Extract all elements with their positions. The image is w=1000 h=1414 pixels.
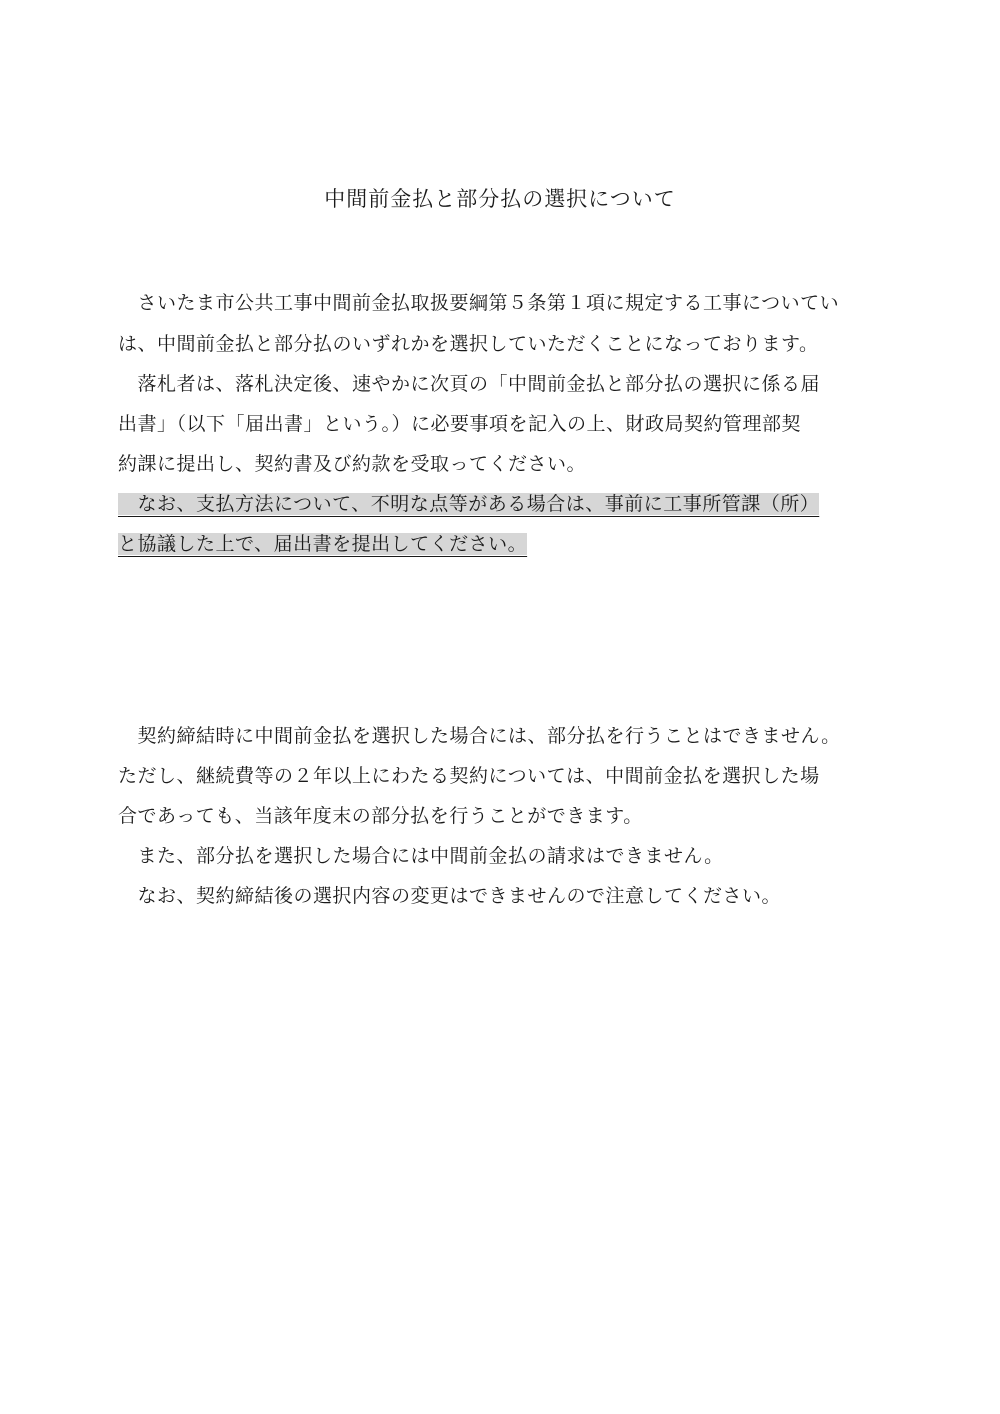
paragraph-line: 出書」（以下「届出書」という。）に必要事項を記入の上、財政局契約管理部契 bbox=[118, 413, 802, 435]
highlighted-text: と協議した上で、届出書を提出してください。 bbox=[118, 533, 528, 555]
paragraph-line: また、部分払を選択した場合には中間前金払の請求はできません。 bbox=[118, 845, 724, 867]
paragraph-line: さいたま市公共工事中間前金払取扱要綱第５条第１項に規定する工事についてい bbox=[118, 292, 840, 314]
page-title: 中間前金払と部分払の選択について bbox=[324, 187, 676, 211]
highlighted-text: なお、支払方法について、不明な点等がある場合は、事前に工事所管課（所） bbox=[118, 493, 820, 515]
highlighted-note-line bbox=[118, 486, 819, 522]
highlighted-note-line bbox=[118, 526, 527, 562]
paragraph-line: 落札者は、落札決定後、速やかに次頁の「中間前金払と部分払の選択に係る届 bbox=[118, 373, 821, 395]
paragraph-line: は、中間前金払と部分払のいずれかを選択していただくことになっております。 bbox=[118, 333, 819, 355]
paragraph-line: 契約締結時に中間前金払を選択した場合には、部分払を行うことはできません。 bbox=[118, 725, 841, 747]
paragraph-line: 約課に提出し、契約書及び約款を受取ってください。 bbox=[118, 453, 587, 475]
paragraph-line: 合であっても、当該年度末の部分払を行うことができます。 bbox=[118, 805, 643, 827]
paragraph-line: ただし、継続費等の２年以上にわたる契約については、中間前金払を選択した場 bbox=[118, 765, 820, 787]
paragraph-line: なお、契約締結後の選択内容の変更はできませんので注意してください。 bbox=[118, 885, 782, 907]
